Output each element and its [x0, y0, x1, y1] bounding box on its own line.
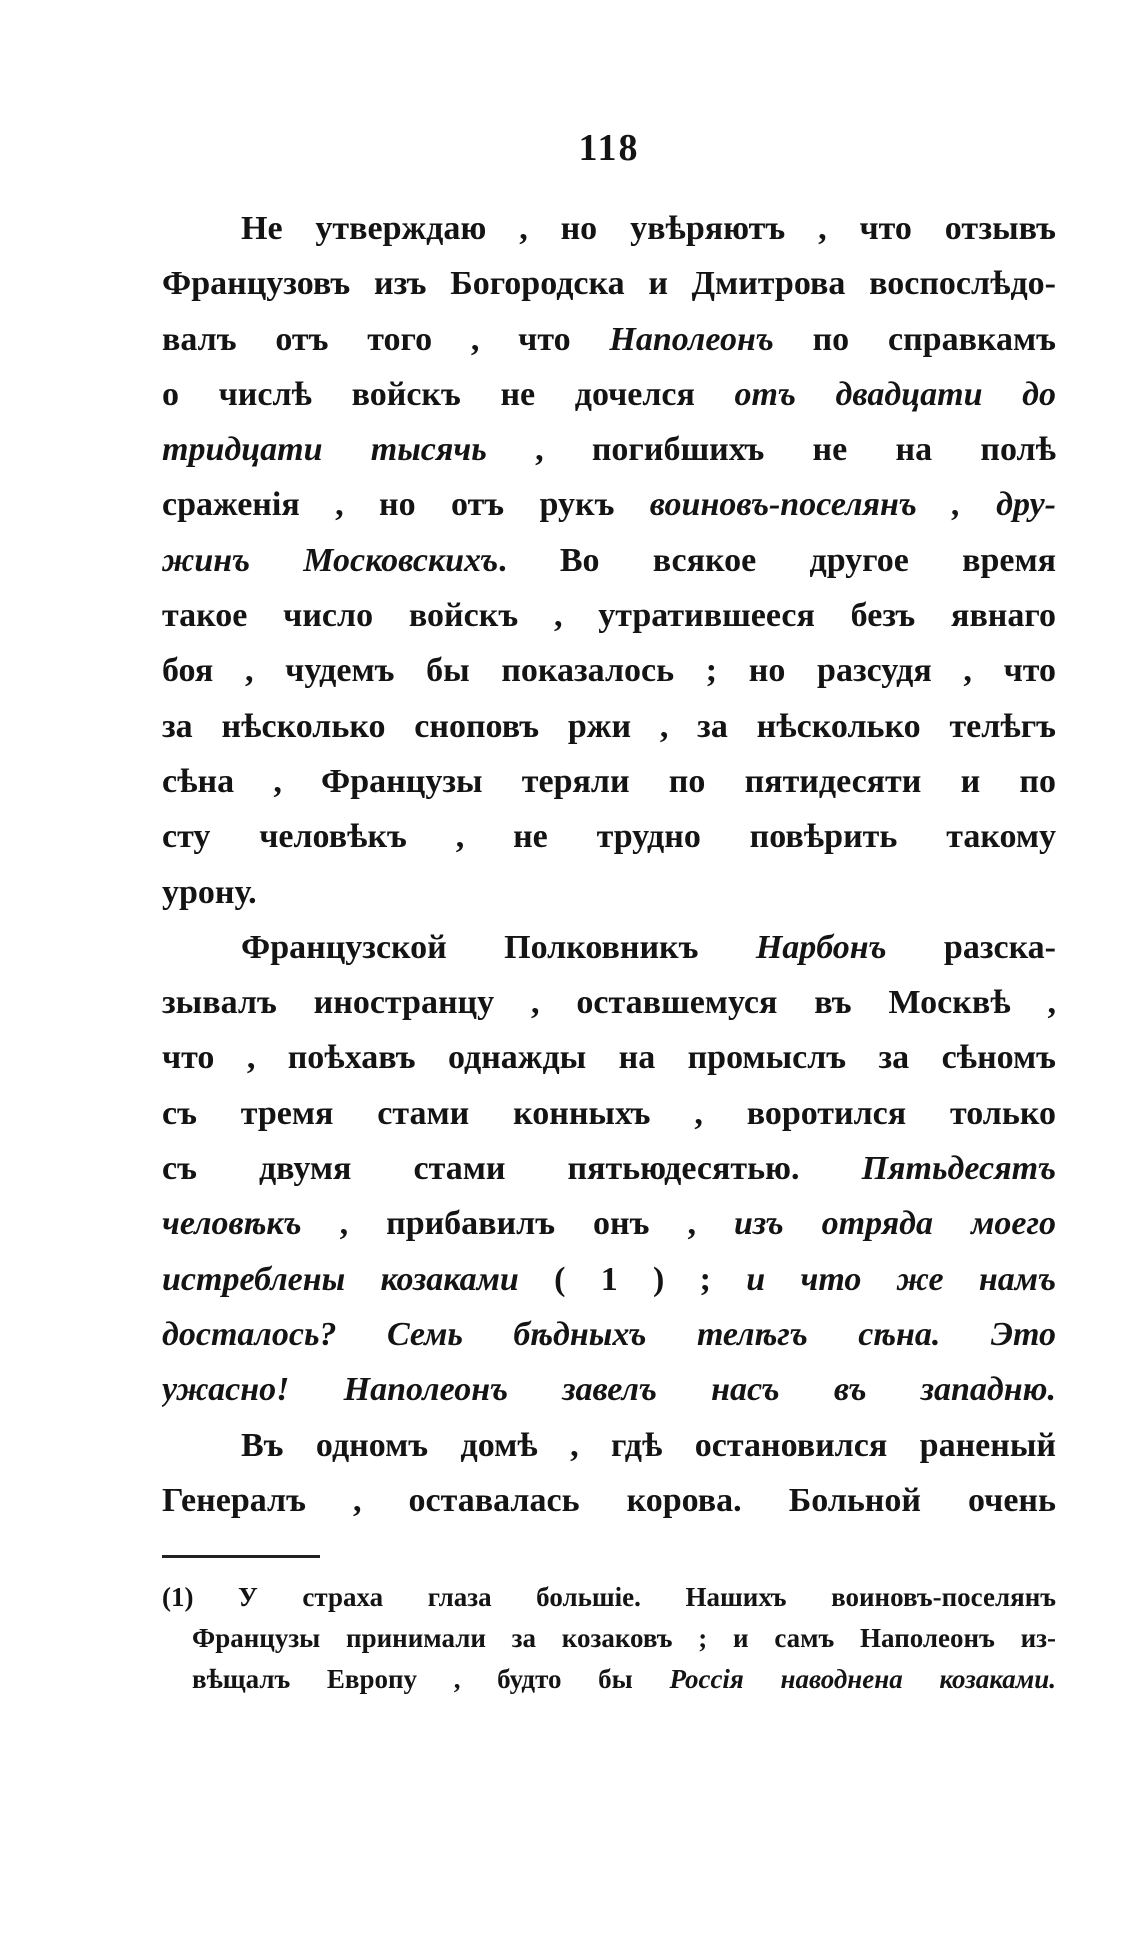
footnote-line: Французы принимали за козаковъ ; и самъ Наполеонъ из- [192, 1623, 1056, 1653]
text-run: , прибавилъ онъ , [301, 1205, 735, 1243]
footnote [162, 1577, 1056, 1700]
text-line: за нѣсколько сноповъ ржи , за нѣсколько телѣгъ [162, 707, 1056, 745]
text-line: такое число войскъ , утратившееся безъ явнаго [162, 597, 1056, 635]
text-line [162, 920, 1056, 975]
text-line [162, 367, 1056, 422]
text-run: вѣщалъ Европу , будто бы [192, 1664, 670, 1694]
text-line: Въ одномъ домѣ , гдѣ остановился раненый [241, 1426, 1056, 1464]
text-run: съ двумя стами пятьюдесятью. [162, 1150, 862, 1188]
paragraph-3 [162, 1418, 1056, 1529]
footnote-reference: ( 1 ) ; [518, 1260, 747, 1298]
text-line [162, 1196, 1056, 1251]
text-line: Генералъ , оставалась корова. Больной очень [162, 1481, 1056, 1519]
italic-text: истреблены козаками [162, 1260, 519, 1298]
text-line: Французовъ изъ Богородска и Дмитрова воспослѣдо- [162, 265, 1056, 303]
text-line: урону. [162, 873, 257, 911]
italic-text: отъ двадцати до [734, 375, 1056, 413]
main-text [162, 201, 1056, 1528]
text-run: по справкамъ [773, 320, 1056, 358]
italic-line: ужасно! Наполеонъ завелъ насъ въ западню. [162, 1371, 1056, 1409]
text-line: Не утверждаю , но увѣряютъ , что отзывъ [241, 210, 1056, 247]
text-line [162, 477, 1056, 532]
text-line [162, 1141, 1056, 1196]
text-run: разска- [886, 928, 1056, 966]
page-number: 118 [578, 127, 640, 169]
footnote-rule [162, 1555, 320, 1558]
footnote-line: (1) У страха глаза большіе. Нашихъ воиновъ-поселянъ [162, 1582, 1056, 1612]
text-run: сраженія , но отъ рукъ [162, 486, 650, 524]
italic-text: и что же намъ [746, 1260, 1056, 1298]
italic-text: изъ отряда моего [734, 1205, 1056, 1243]
text-line: зывалъ иностранцу , оставшемуся въ Москвѣ , [162, 984, 1056, 1022]
italic-line: досталось? Семь бѣдныхъ телѣгъ сѣна. Это [162, 1315, 1056, 1353]
italic-text: Пятьдесятъ [861, 1150, 1056, 1188]
text-line: боя , чудемъ бы показалось ; но разсудя , что [162, 652, 1056, 690]
text-line: что , поѣхавъ однажды на промыслъ за сѣномъ [162, 1039, 1056, 1077]
italic-text: тридцати тысячь [162, 431, 487, 469]
text-run: Французской Полковникъ [241, 928, 756, 966]
italic-text: Нарбонъ [755, 928, 887, 966]
italic-text: жинъ Московскихъ [162, 541, 499, 579]
italic-text: воиновъ-поселянъ , дру- [649, 486, 1056, 524]
italic-text: Наполеонъ [609, 320, 774, 358]
text-line [162, 1252, 1056, 1307]
footnote-line [162, 1659, 1056, 1700]
text-run: , погибшихъ не на полѣ [486, 431, 1056, 469]
text-run: . Во всякое другое время [498, 541, 1056, 579]
italic-text: человѣкъ [162, 1205, 302, 1243]
paragraph-1 [162, 201, 1056, 920]
text-line: сту человѣкъ , не трудно повѣрить такому [162, 818, 1056, 856]
paragraph-2 [162, 920, 1056, 1418]
text-line [162, 422, 1056, 477]
text-run: о числѣ войскъ не дочелся [162, 375, 735, 413]
italic-text: Россія наводнена козаками. [669, 1664, 1056, 1694]
text-line: съ тремя стами конныхъ , воротился только [162, 1094, 1056, 1132]
text-line [162, 533, 1056, 588]
text-run: валъ отъ того , что [162, 320, 610, 358]
text-line: сѣна , Французы теряли по пятидесяти и по [162, 762, 1056, 800]
text-line [162, 312, 1056, 367]
